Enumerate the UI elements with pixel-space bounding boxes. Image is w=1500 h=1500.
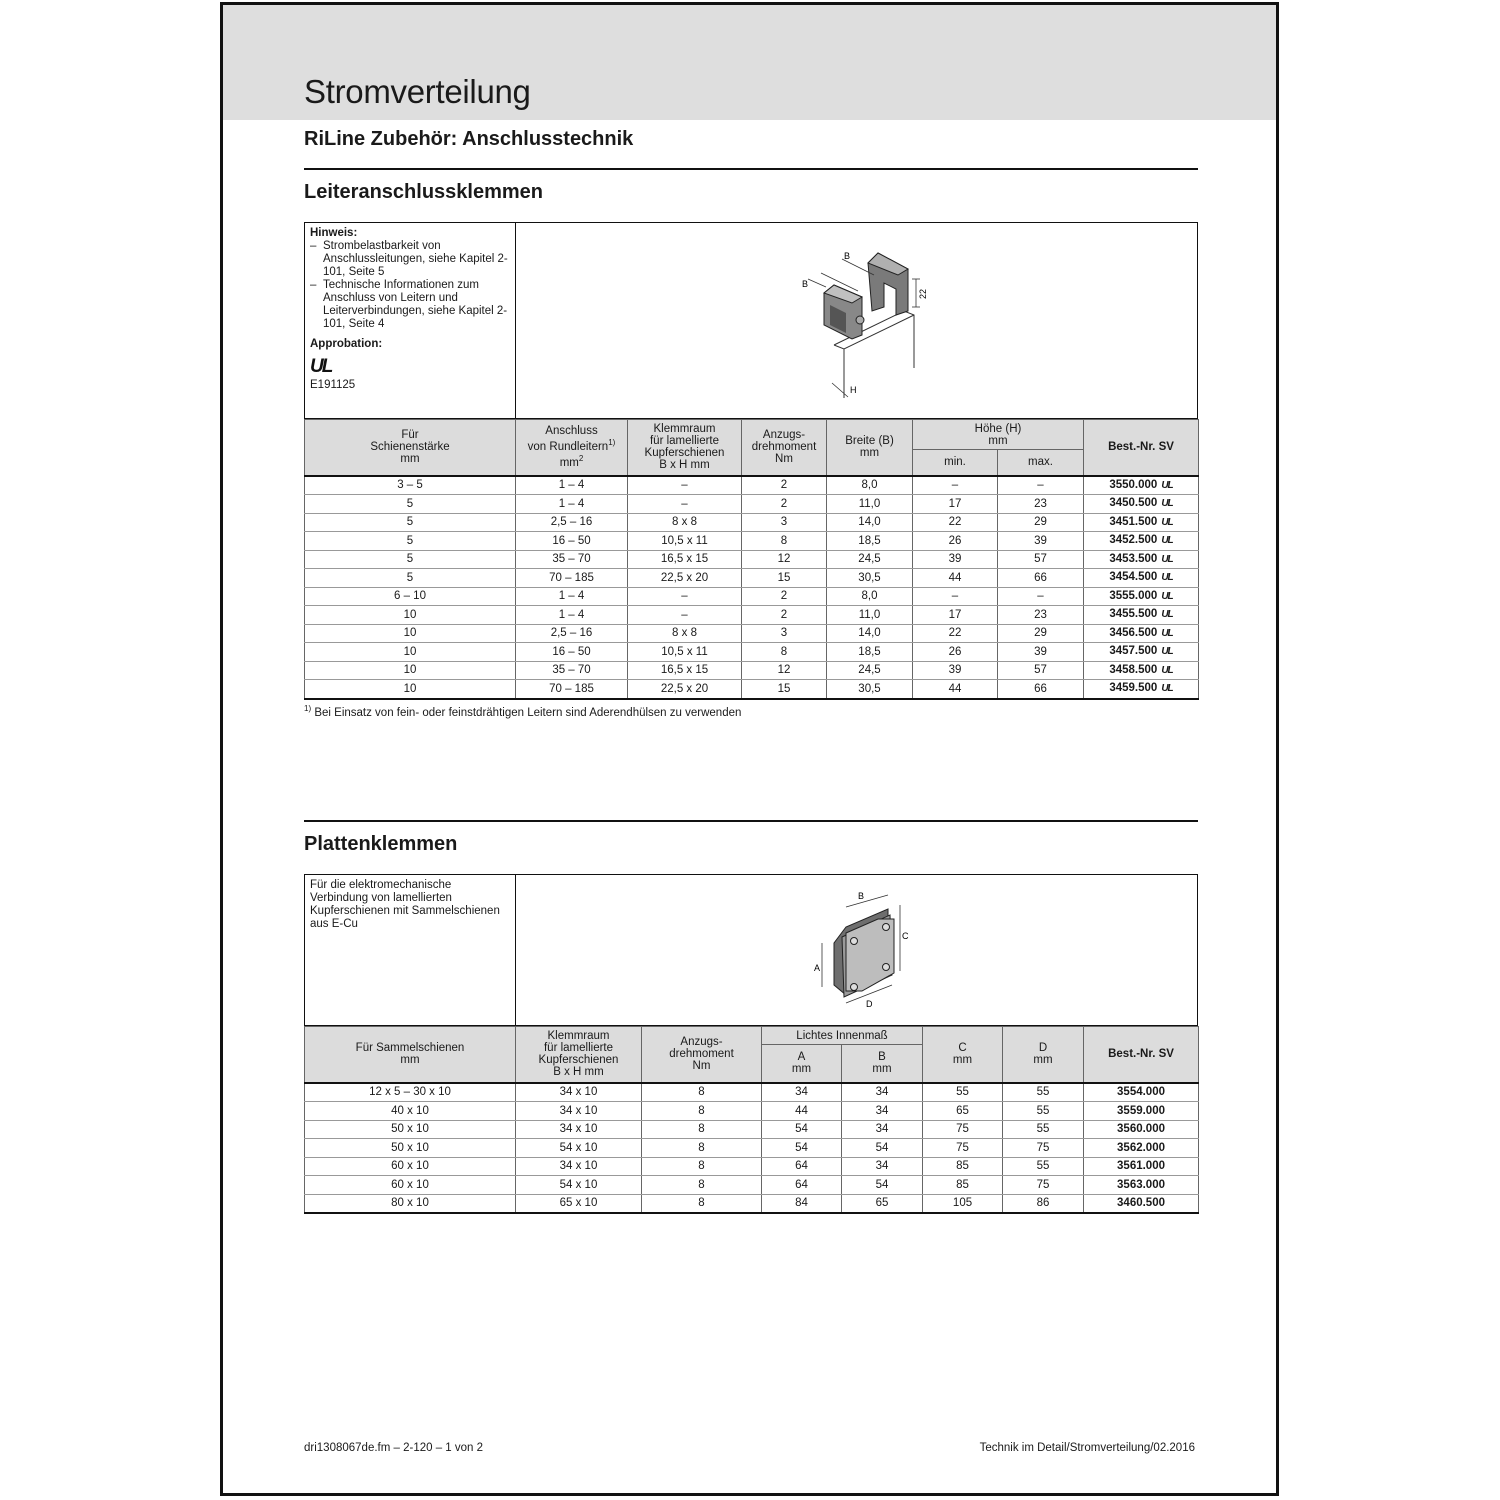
hinweis-item: – Technische Informationen zum Anschluss von Leitern und Leiterverbindungen, siehe Kapitel 2-101, Seite 4 <box>310 279 508 330</box>
table-cell: 55 <box>923 1083 1003 1102</box>
table-cell: 10,5 x 11 <box>628 532 742 551</box>
info-panel <box>305 875 516 1025</box>
hinweis-label: Hinweis: <box>310 227 358 239</box>
table-cell: 18,5 <box>827 532 913 551</box>
table-cell: 11,0 <box>827 606 913 625</box>
dim-label-c: C <box>902 931 909 941</box>
table-cell: 55 <box>1003 1120 1084 1139</box>
table-row <box>305 532 1199 551</box>
table-cell: 54 x 10 <box>516 1139 642 1158</box>
order-number-cell: 3563.000 <box>1084 1176 1199 1195</box>
table-cell: 75 <box>1003 1176 1084 1195</box>
order-number-cell: 3550.000 UL <box>1084 476 1199 495</box>
table-cell: – <box>998 587 1084 606</box>
table-cell: 14,0 <box>827 513 913 532</box>
table-cell: 34 <box>842 1157 923 1176</box>
table-cell: 40 x 10 <box>305 1102 516 1121</box>
table-cell: 10 <box>305 643 516 662</box>
table-cell: 8 <box>642 1176 762 1195</box>
approbation-label: Approbation: <box>310 338 383 350</box>
table-cell: 44 <box>913 569 998 588</box>
approbation-code: E191125 <box>310 379 356 391</box>
table-cell: 2 <box>742 476 827 495</box>
table-cell: 85 <box>923 1157 1003 1176</box>
col-header: Für Sammelschienen mm <box>305 1027 516 1083</box>
table-cell: 22,5 x 20 <box>628 569 742 588</box>
dim-label-b: B <box>844 251 851 261</box>
table-cell: 34 x 10 <box>516 1157 642 1176</box>
page-title: Stromverteilung <box>304 73 531 110</box>
table-cell: 26 <box>913 532 998 551</box>
dim-label-h: H <box>850 385 857 395</box>
table-cell: 60 x 10 <box>305 1176 516 1195</box>
ul-mark-icon: UL <box>1161 590 1173 602</box>
table-cell: 29 <box>998 624 1084 643</box>
footnote: $^{1)}$ Bei Einsatz von fein- oder feinstdrähtigen Leitern sind Aderendhülsen zu verwenden <box>304 704 742 719</box>
order-number-cell: 3457.500 UL <box>1084 643 1199 662</box>
order-number-cell: 3460.500 <box>1084 1194 1199 1213</box>
terminal-illustration <box>516 223 1197 418</box>
table-cell: 66 <box>998 569 1084 588</box>
table-cell: 54 <box>842 1176 923 1195</box>
table-cell: 30,5 <box>827 569 913 588</box>
order-number-cell: 3455.500 UL <box>1084 606 1199 625</box>
table-cell: 12 <box>742 661 827 680</box>
order-number-cell: 3459.500 UL <box>1084 680 1199 699</box>
order-number-cell: 3450.500 UL <box>1084 495 1199 514</box>
table-cell: 8 <box>742 532 827 551</box>
col-header: Klemmraum für lamellierte Kupferschienen B x H mm <box>516 1027 642 1083</box>
col-header: Lichtes Innenmaß <box>762 1027 923 1045</box>
col-header: Best.-Nr. SV <box>1084 420 1199 476</box>
table-cell: 24,5 <box>827 550 913 569</box>
ul-mark-icon: UL <box>1161 572 1173 584</box>
table-row <box>305 569 1199 588</box>
table-cell: 3 <box>742 513 827 532</box>
col-header: A mm <box>762 1045 842 1083</box>
table-cell: 12 <box>742 550 827 569</box>
table-cell: 8 x 8 <box>628 513 742 532</box>
table-cell: 54 x 10 <box>516 1176 642 1195</box>
section-rule <box>304 820 1198 822</box>
col-header: Anzugs- drehmoment Nm <box>742 420 827 476</box>
table-cell: 50 x 10 <box>305 1120 516 1139</box>
table-cell: 1 – 4 <box>516 587 628 606</box>
ul-mark-icon: UL <box>1161 664 1173 676</box>
table-cell: – <box>913 476 998 495</box>
document-page <box>220 2 1279 1496</box>
table-cell: 84 <box>762 1194 842 1213</box>
table-row <box>305 1139 1199 1158</box>
table-cell: 44 <box>762 1102 842 1121</box>
table-cell: – <box>913 587 998 606</box>
table-cell: 65 <box>923 1102 1003 1121</box>
order-number-cell: 3554.000 <box>1084 1083 1199 1102</box>
table-row <box>305 1083 1199 1102</box>
section-heading-plattenklemmen: Plattenklemmen <box>304 833 458 855</box>
table-cell: 64 <box>762 1176 842 1195</box>
table-cell: 64 <box>762 1157 842 1176</box>
dim-label-d: D <box>866 999 873 1009</box>
info-panel <box>305 223 516 418</box>
table-cell: 70 – 185 <box>516 680 628 699</box>
table-row <box>305 550 1199 569</box>
table-cell: 70 – 185 <box>516 569 628 588</box>
table-cell: – <box>628 495 742 514</box>
footer-left: dri1308067de.fm – 2-120 – 1 von 2 <box>304 1442 484 1454</box>
info-box-1 <box>304 222 1198 419</box>
table-cell: 8 <box>642 1194 762 1213</box>
table-row <box>305 1157 1199 1176</box>
table-row <box>305 587 1199 606</box>
ul-mark-icon: UL <box>1161 535 1173 547</box>
table-row <box>305 495 1199 514</box>
table-row <box>305 1194 1199 1213</box>
info-box-2 <box>304 874 1198 1026</box>
table-cell: 1 – 4 <box>516 476 628 495</box>
table-row <box>305 643 1199 662</box>
table-cell: 16,5 x 15 <box>628 550 742 569</box>
table-cell: 86 <box>1003 1194 1084 1213</box>
plate-clamp-illustration <box>516 875 1197 1025</box>
table-cell: 22 <box>913 624 998 643</box>
table-cell: 39 <box>998 643 1084 662</box>
table-cell: 55 <box>1003 1102 1084 1121</box>
col-header: Höhe (H) mm <box>913 420 1084 450</box>
table-row <box>305 1176 1199 1195</box>
table-cell: 17 <box>913 606 998 625</box>
table-cell: 39 <box>998 532 1084 551</box>
ul-mark-icon: UL <box>1161 646 1173 658</box>
table-cell: 17 <box>913 495 998 514</box>
table-cell: 16 – 50 <box>516 532 628 551</box>
col-header: D mm <box>1003 1027 1084 1083</box>
dim-label-b: B <box>802 279 809 289</box>
footer-right: Technik im Detail/Stromverteilung/02.2016 <box>979 1442 1195 1454</box>
table-cell: 5 <box>305 532 516 551</box>
table-cell: 5 <box>305 513 516 532</box>
table-cell: 34 <box>762 1083 842 1102</box>
col-header: Breite (B) mm <box>827 420 913 476</box>
table-cell: 55 <box>1003 1157 1084 1176</box>
table-row <box>305 680 1199 699</box>
leiteranschlussklemmen-table <box>304 419 1199 700</box>
table-cell: 65 x 10 <box>516 1194 642 1213</box>
table-row <box>305 476 1199 495</box>
ul-mark-icon: UL <box>1161 609 1173 621</box>
table-cell: 15 <box>742 680 827 699</box>
order-number-cell: 3451.500 UL <box>1084 513 1199 532</box>
dim-label-22: 22 <box>918 288 928 299</box>
table-cell: 24,5 <box>827 661 913 680</box>
table-cell: 2 <box>742 606 827 625</box>
ul-mark-icon: UL <box>1161 479 1173 491</box>
ul-mark-icon: UL <box>1161 498 1173 510</box>
order-number-cell: 3452.500 UL <box>1084 532 1199 551</box>
table-cell: 8 <box>742 643 827 662</box>
table-cell: 3 – 5 <box>305 476 516 495</box>
table-cell: 8,0 <box>827 587 913 606</box>
table-cell: 34 x 10 <box>516 1083 642 1102</box>
table-cell: 5 <box>305 569 516 588</box>
table-cell: 75 <box>923 1139 1003 1158</box>
col-header: min. <box>913 450 998 476</box>
section-heading-leiteranschlussklemmen: Leiteranschlussklemmen <box>304 181 543 203</box>
table-cell: 105 <box>923 1194 1003 1213</box>
table-cell: 22 <box>913 513 998 532</box>
table-row <box>305 1102 1199 1121</box>
col-header: Anschluss von Rundleitern$^{1)}$ $mm^2$ <box>516 420 628 476</box>
table-cell: – <box>998 476 1084 495</box>
ul-mark-icon: UL <box>1161 553 1173 565</box>
table-cell: 39 <box>913 661 998 680</box>
table-cell: 15 <box>742 569 827 588</box>
order-number-cell: 3458.500 UL <box>1084 661 1199 680</box>
table-cell: 2,5 – 16 <box>516 624 628 643</box>
col-header: B mm <box>842 1045 923 1083</box>
col-header: C mm <box>923 1027 1003 1083</box>
col-header: Best.-Nr. SV <box>1084 1027 1199 1083</box>
ul-logo-icon <box>310 355 510 379</box>
table-cell: – <box>628 587 742 606</box>
svg-text:UL: UL <box>310 356 332 375</box>
table-cell: 60 x 10 <box>305 1157 516 1176</box>
table-cell: 2,5 – 16 <box>516 513 628 532</box>
hinweis-item: – Strombelastbarkeit von Anschlussleitungen, siehe Kapitel 2-101, Seite 5 <box>310 240 508 278</box>
order-number-cell: 3561.000 <box>1084 1157 1199 1176</box>
table-cell: 85 <box>923 1176 1003 1195</box>
table-cell: 8 <box>642 1157 762 1176</box>
table-cell: 1 – 4 <box>516 606 628 625</box>
order-number-cell: 3456.500 UL <box>1084 624 1199 643</box>
table-cell: 50 x 10 <box>305 1139 516 1158</box>
col-header: Anzugs- drehmoment Nm <box>642 1027 762 1083</box>
table-cell: 35 – 70 <box>516 661 628 680</box>
table-cell: 26 <box>913 643 998 662</box>
table-cell: 10 <box>305 606 516 625</box>
table-cell: 54 <box>762 1139 842 1158</box>
table-cell: 75 <box>923 1120 1003 1139</box>
table-cell: 11,0 <box>827 495 913 514</box>
table-cell: 2 <box>742 587 827 606</box>
table-cell: 1 – 4 <box>516 495 628 514</box>
ul-mark-icon: UL <box>1161 683 1173 695</box>
order-number-cell: 3562.000 <box>1084 1139 1199 1158</box>
page-subtitle: RiLine Zubehör: Anschlusstechnik <box>304 128 634 150</box>
table-cell: 44 <box>913 680 998 699</box>
table-cell: 14,0 <box>827 624 913 643</box>
info-text: Für die elektromechanische Verbindung von lamellierten Kupferschienen mit Sammelschienen aus E-Cu <box>310 879 500 930</box>
table-cell: 34 <box>842 1102 923 1121</box>
table-row <box>305 624 1199 643</box>
table-cell: 10 <box>305 661 516 680</box>
table-row <box>305 661 1199 680</box>
table-cell: 34 x 10 <box>516 1102 642 1121</box>
table-cell: 2 <box>742 495 827 514</box>
table-cell: 22,5 x 20 <box>628 680 742 699</box>
table-cell: 10 <box>305 680 516 699</box>
table-cell: 8 <box>642 1083 762 1102</box>
table-cell: 34 x 10 <box>516 1120 642 1139</box>
order-number-cell: 3560.000 <box>1084 1120 1199 1139</box>
table-cell: 10 <box>305 624 516 643</box>
table-cell: 3 <box>742 624 827 643</box>
table-cell: 5 <box>305 550 516 569</box>
table-cell: 8 <box>642 1139 762 1158</box>
table-cell: 57 <box>998 550 1084 569</box>
order-number-cell: 3453.500 UL <box>1084 550 1199 569</box>
table-row <box>305 606 1199 625</box>
plattenklemmen-table <box>304 1026 1199 1214</box>
dim-label-a: A <box>814 963 821 973</box>
order-number-cell: 3555.000 UL <box>1084 587 1199 606</box>
col-header: Für Schienenstärke mm <box>305 420 516 476</box>
table-cell: 34 <box>842 1083 923 1102</box>
table-row <box>305 513 1199 532</box>
table-cell: 65 <box>842 1194 923 1213</box>
table-cell: 16,5 x 15 <box>628 661 742 680</box>
table-cell: – <box>628 476 742 495</box>
table-row <box>305 1120 1199 1139</box>
ul-mark-icon: UL <box>1161 516 1173 528</box>
table-cell: 66 <box>998 680 1084 699</box>
table-cell: 23 <box>998 495 1084 514</box>
table-cell: 23 <box>998 606 1084 625</box>
col-header: Klemmraum für lamellierte Kupferschienen B x H mm <box>628 420 742 476</box>
table-cell: 12 x 5 – 30 x 10 <box>305 1083 516 1102</box>
table-cell: 80 x 10 <box>305 1194 516 1213</box>
table-cell: 8,0 <box>827 476 913 495</box>
table-cell: 18,5 <box>827 643 913 662</box>
table-cell: 8 <box>642 1102 762 1121</box>
table-cell: 8 x 8 <box>628 624 742 643</box>
ul-mark-icon: UL <box>1161 627 1173 639</box>
table-cell: 10,5 x 11 <box>628 643 742 662</box>
table-cell: 5 <box>305 495 516 514</box>
table-cell: 34 <box>842 1120 923 1139</box>
table-cell: 8 <box>642 1120 762 1139</box>
table-cell: – <box>628 606 742 625</box>
section-rule <box>304 168 1198 170</box>
table-cell: 54 <box>762 1120 842 1139</box>
order-number-cell: 3454.500 UL <box>1084 569 1199 588</box>
table-cell: 35 – 70 <box>516 550 628 569</box>
table-cell: 55 <box>1003 1083 1084 1102</box>
table-cell: 54 <box>842 1139 923 1158</box>
table-cell: 30,5 <box>827 680 913 699</box>
table-cell: 39 <box>913 550 998 569</box>
col-header: max. <box>998 450 1084 476</box>
order-number-cell: 3559.000 <box>1084 1102 1199 1121</box>
table-cell: 29 <box>998 513 1084 532</box>
table-cell: 57 <box>998 661 1084 680</box>
table-cell: 75 <box>1003 1139 1084 1158</box>
table-cell: 16 – 50 <box>516 643 628 662</box>
table-cell: 6 – 10 <box>305 587 516 606</box>
dim-label-b: B <box>858 891 865 901</box>
